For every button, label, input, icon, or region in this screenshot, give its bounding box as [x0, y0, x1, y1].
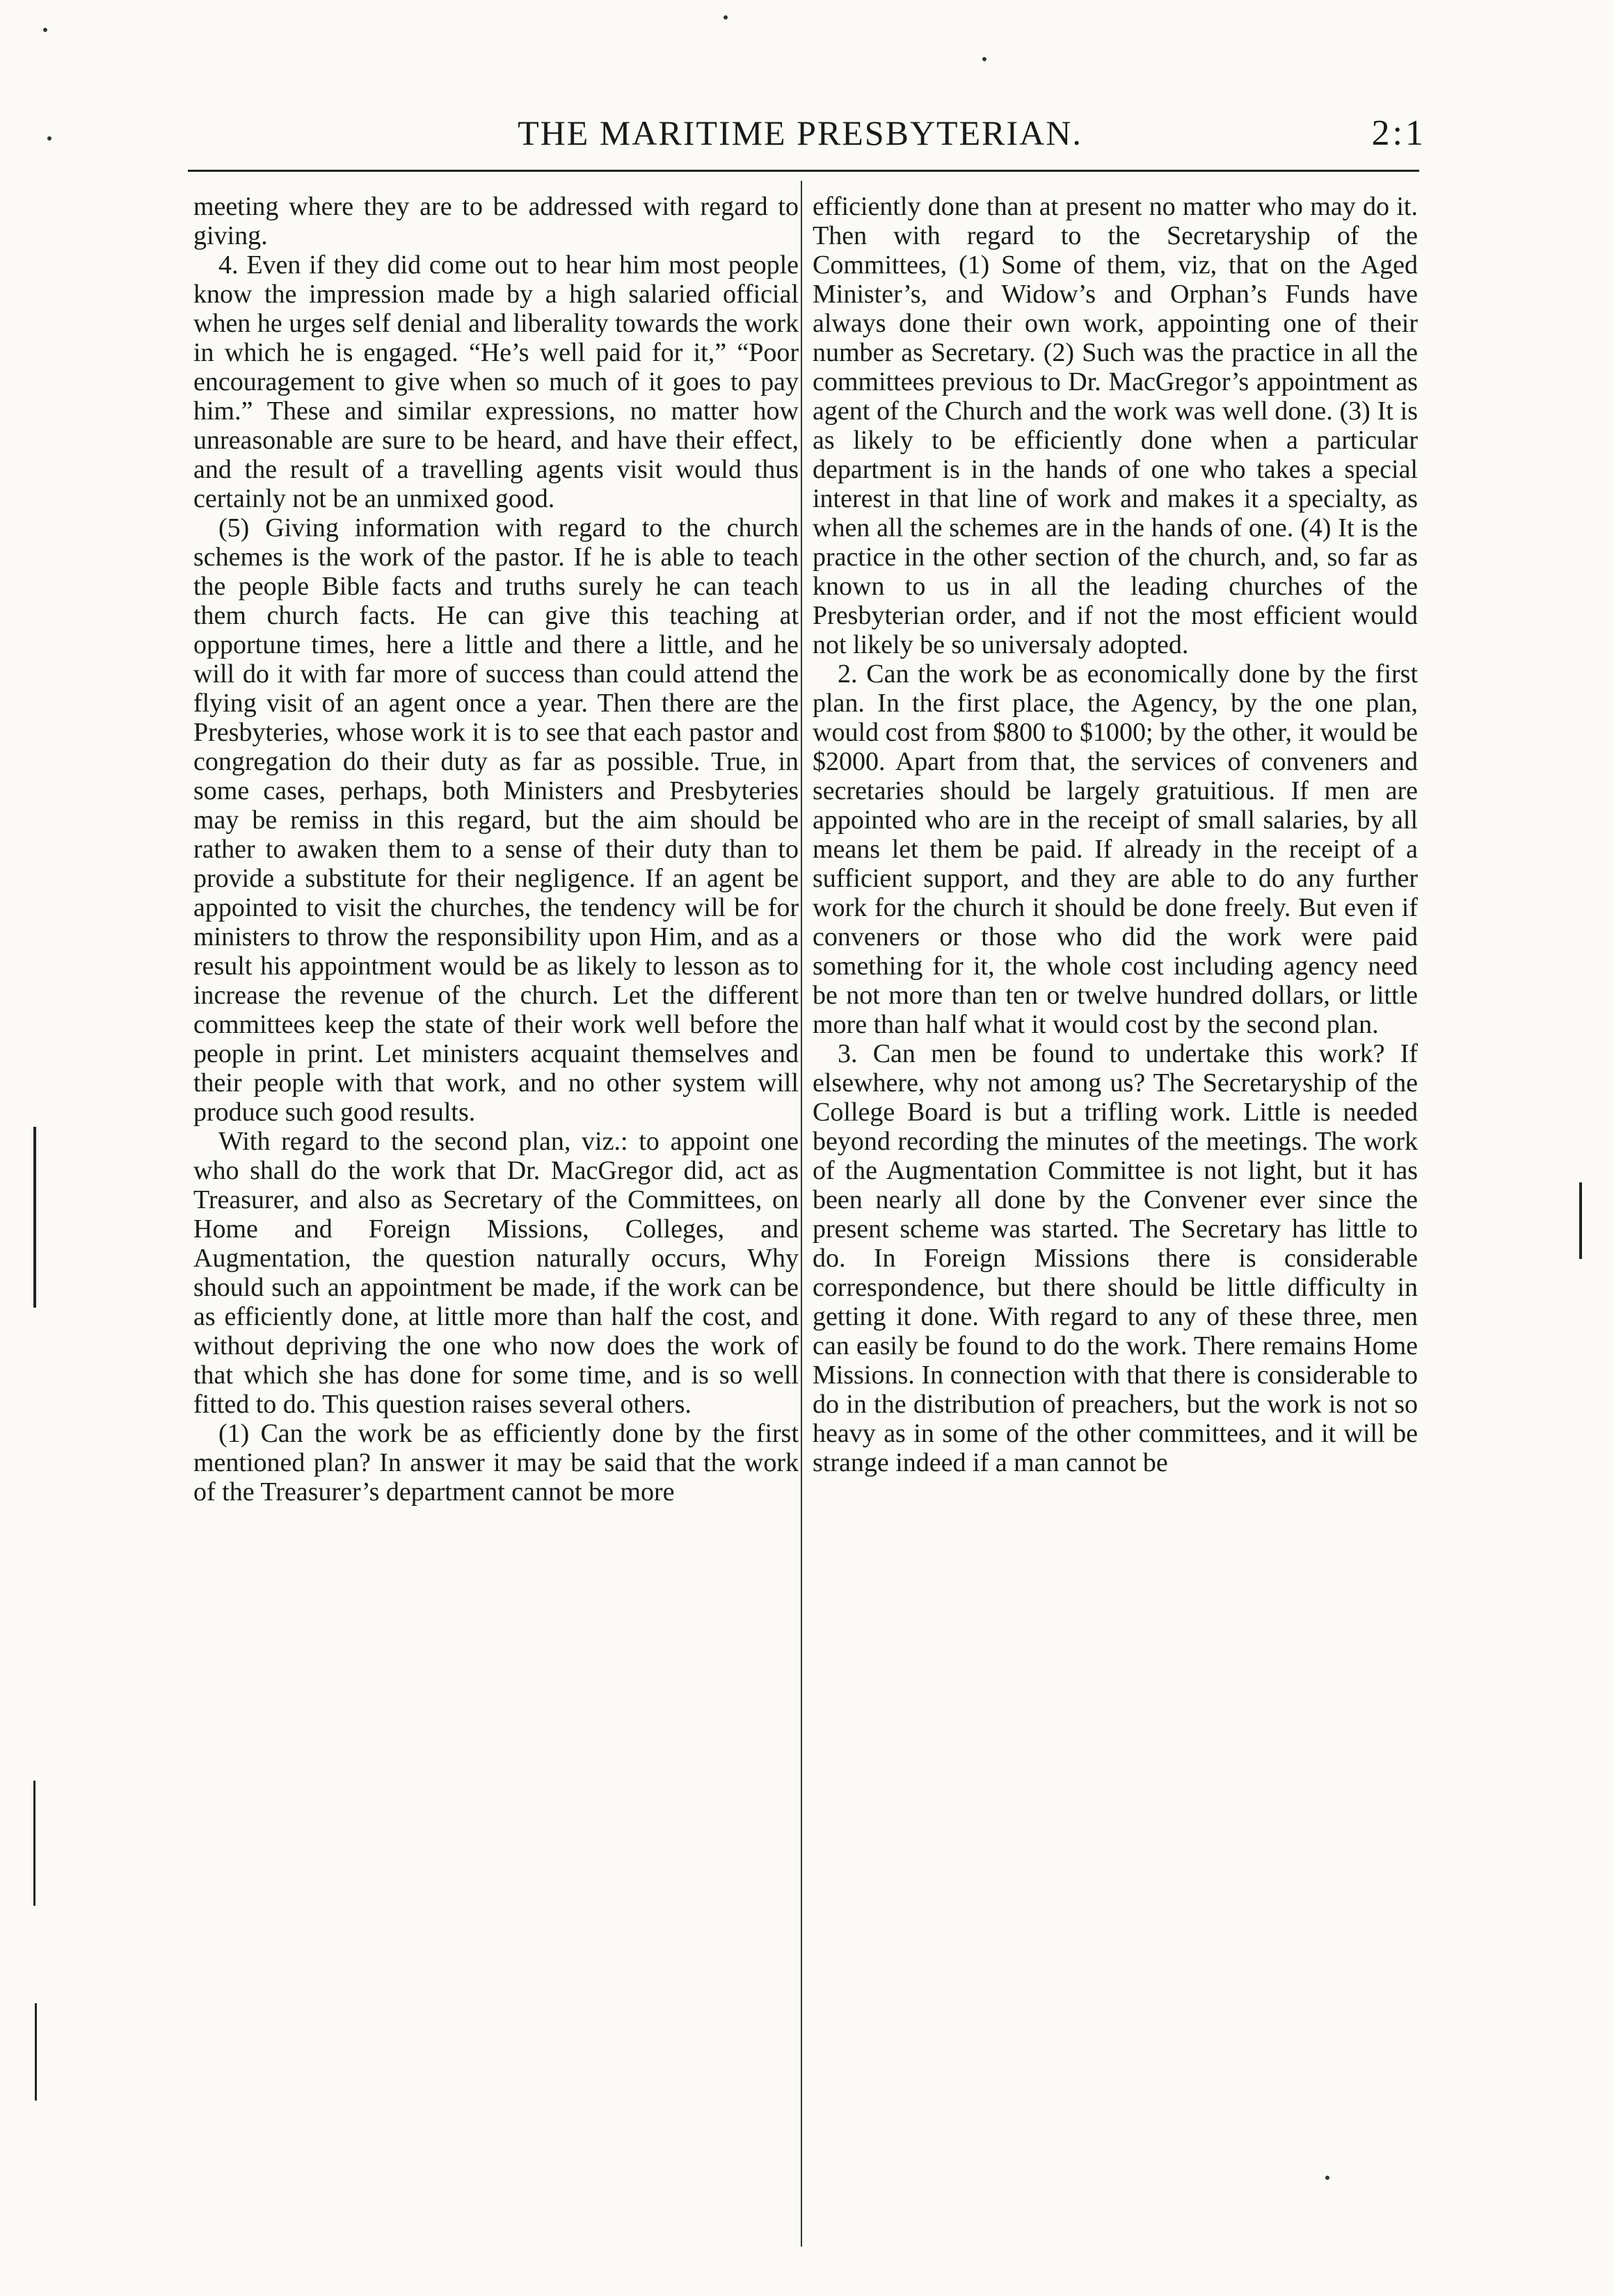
- scan-speck: [47, 136, 51, 141]
- left-column: [193, 192, 799, 1507]
- right-column: [813, 192, 1418, 1477]
- scan-margin-mark: [33, 1127, 36, 1308]
- paragraph: 2. Can the work be as economically done by the first plan. In the first place, the Agency, by the one plan, would cost from $800 to $1000; by the other, it would be $2000. Apart from that, the services of conveners and secretaries should be largely gratuitious. If men are appointed who are in the receipt of small salaries, by all means let them be paid. If already in the receipt of a sufficient support, and they are able to do any further work for the church it should be done freely. But even if conveners or those who did the work were paid something for it, the whole cost including agency need be not more than ten or twelve hundred dollars, or little more than half what it would cost by the second plan.: [813, 659, 1418, 1039]
- running-header: [174, 113, 1426, 161]
- paragraph: (5) Giving information with regard to the church schemes is the work of the pastor. If he is able to teach the people Bible facts and truths surely he can teach them church facts. He can give this teaching at opportune times, here a little and there a little, and he will do it with far more of success than could attend the flying visit of an agent once a year. Then there are the Presbyteries, whose work it is to see that each pastor and congregation do their duty as far as possible. True, in some cases, perhaps, both Ministers and Presbyteries may be remiss in this regard, but the aim should be rather to awaken them to a sense of their duty than to provide a substitute for their negligence. If an agent be appointed to visit the churches, the tendency will be for ministers to throw the responsibility upon Him, and as a result his appointment would be as likely to lesson as to increase the revenue of the church. Let the different committees keep the state of their work well before the people in print. Let ministers acquaint themselves and their people with that work, and no other system will produce such good results.: [193, 513, 799, 1127]
- scan-margin-mark: [33, 1781, 35, 1906]
- paragraph: 4. Even if they did come out to hear him most people know the impression made by a high salaried official when he urges self denial and liberality towards the work in which he is engaged. “He’s well paid for it,” “Poor encouragement to give when so much of it goes to pay him.” These and similar expressions, no matter how unreasonable are sure to be heard, and have their effect, and the result of a travelling agents visit would thus certainly not be an unmixed good.: [193, 250, 799, 513]
- paragraph: meeting where they are to be addressed with regard to giving.: [193, 192, 799, 250]
- column-divider: [801, 181, 802, 2247]
- header-rule: [188, 170, 1419, 172]
- paragraph: (1) Can the work be as efficiently done by the first mentioned plan? In answer it may be said that the work of the Treasurer’s department cannot be more: [193, 1419, 799, 1507]
- paragraph: 3. Can men be found to undertake this work? If elsewhere, why not among us? The Secretaryship of the College Board is but a trifling work. Little is needed beyond recording the minutes of the meetings. The work of the Augmentation Committee is not light, but it has been nearly all done by the Convener ever since the present scheme was started. The Secretary has little to do. In Foreign Missions there is considerable correspondence, but there should be little difficulty in getting it done. With regard to any of these three, men can easily be found to do the work. There remains Home Missions. In connection with that there is considerable to do in the distribution of preachers, but the work is not so heavy as in some of the other committees, and it will be strange indeed if a man cannot be: [813, 1039, 1418, 1477]
- scan-speck: [724, 15, 728, 19]
- scan-margin-mark: [1579, 1182, 1582, 1259]
- journal-title: THE MARITIME PRESBYTERIAN.: [518, 113, 1082, 152]
- paragraph: efficiently done than at present no matter who may do it. Then with regard to the Secretaryship of the Committees, (1) Some of them, viz, that on the Aged Minister’s, and Widow’s and Orphan’s Funds have always done their own work, appointing one of their number as Secretary. (2) Such was the practice in all the committees previous to Dr. MacGregor’s appointment as agent of the Church and the work was well done. (3) It is as likely to be efficiently done when a particular department is in the hands of one who takes a special interest in that line of work and makes it a specialty, as when all the schemes are in the hands of one. (4) It is the practice in the other section of the church, and, so far as known to us in all the leading churches of the Presbyterian order, and if not the most efficient would not likely be so universaly adopted.: [813, 192, 1418, 659]
- scan-speck: [1325, 2176, 1329, 2180]
- paragraph: With regard to the second plan, viz.: to appoint one who shall do the work that Dr. MacGregor did, act as Treasurer, and also as Secretary of the Committees, on Home and Foreign Missions, Colleges, and Augmentation, the question naturally occurs, Why should such an appointment be made, if the work can be as efficiently done, at little more than half the cost, and without depriving the one who now does the work of that which she has done for some time, and is so well fitted to do. This question raises several others.: [193, 1127, 799, 1419]
- page-number: 2:1: [1371, 113, 1426, 153]
- scan-margin-mark: [35, 2003, 37, 2101]
- scan-speck: [43, 28, 47, 32]
- scan-speck: [982, 57, 986, 61]
